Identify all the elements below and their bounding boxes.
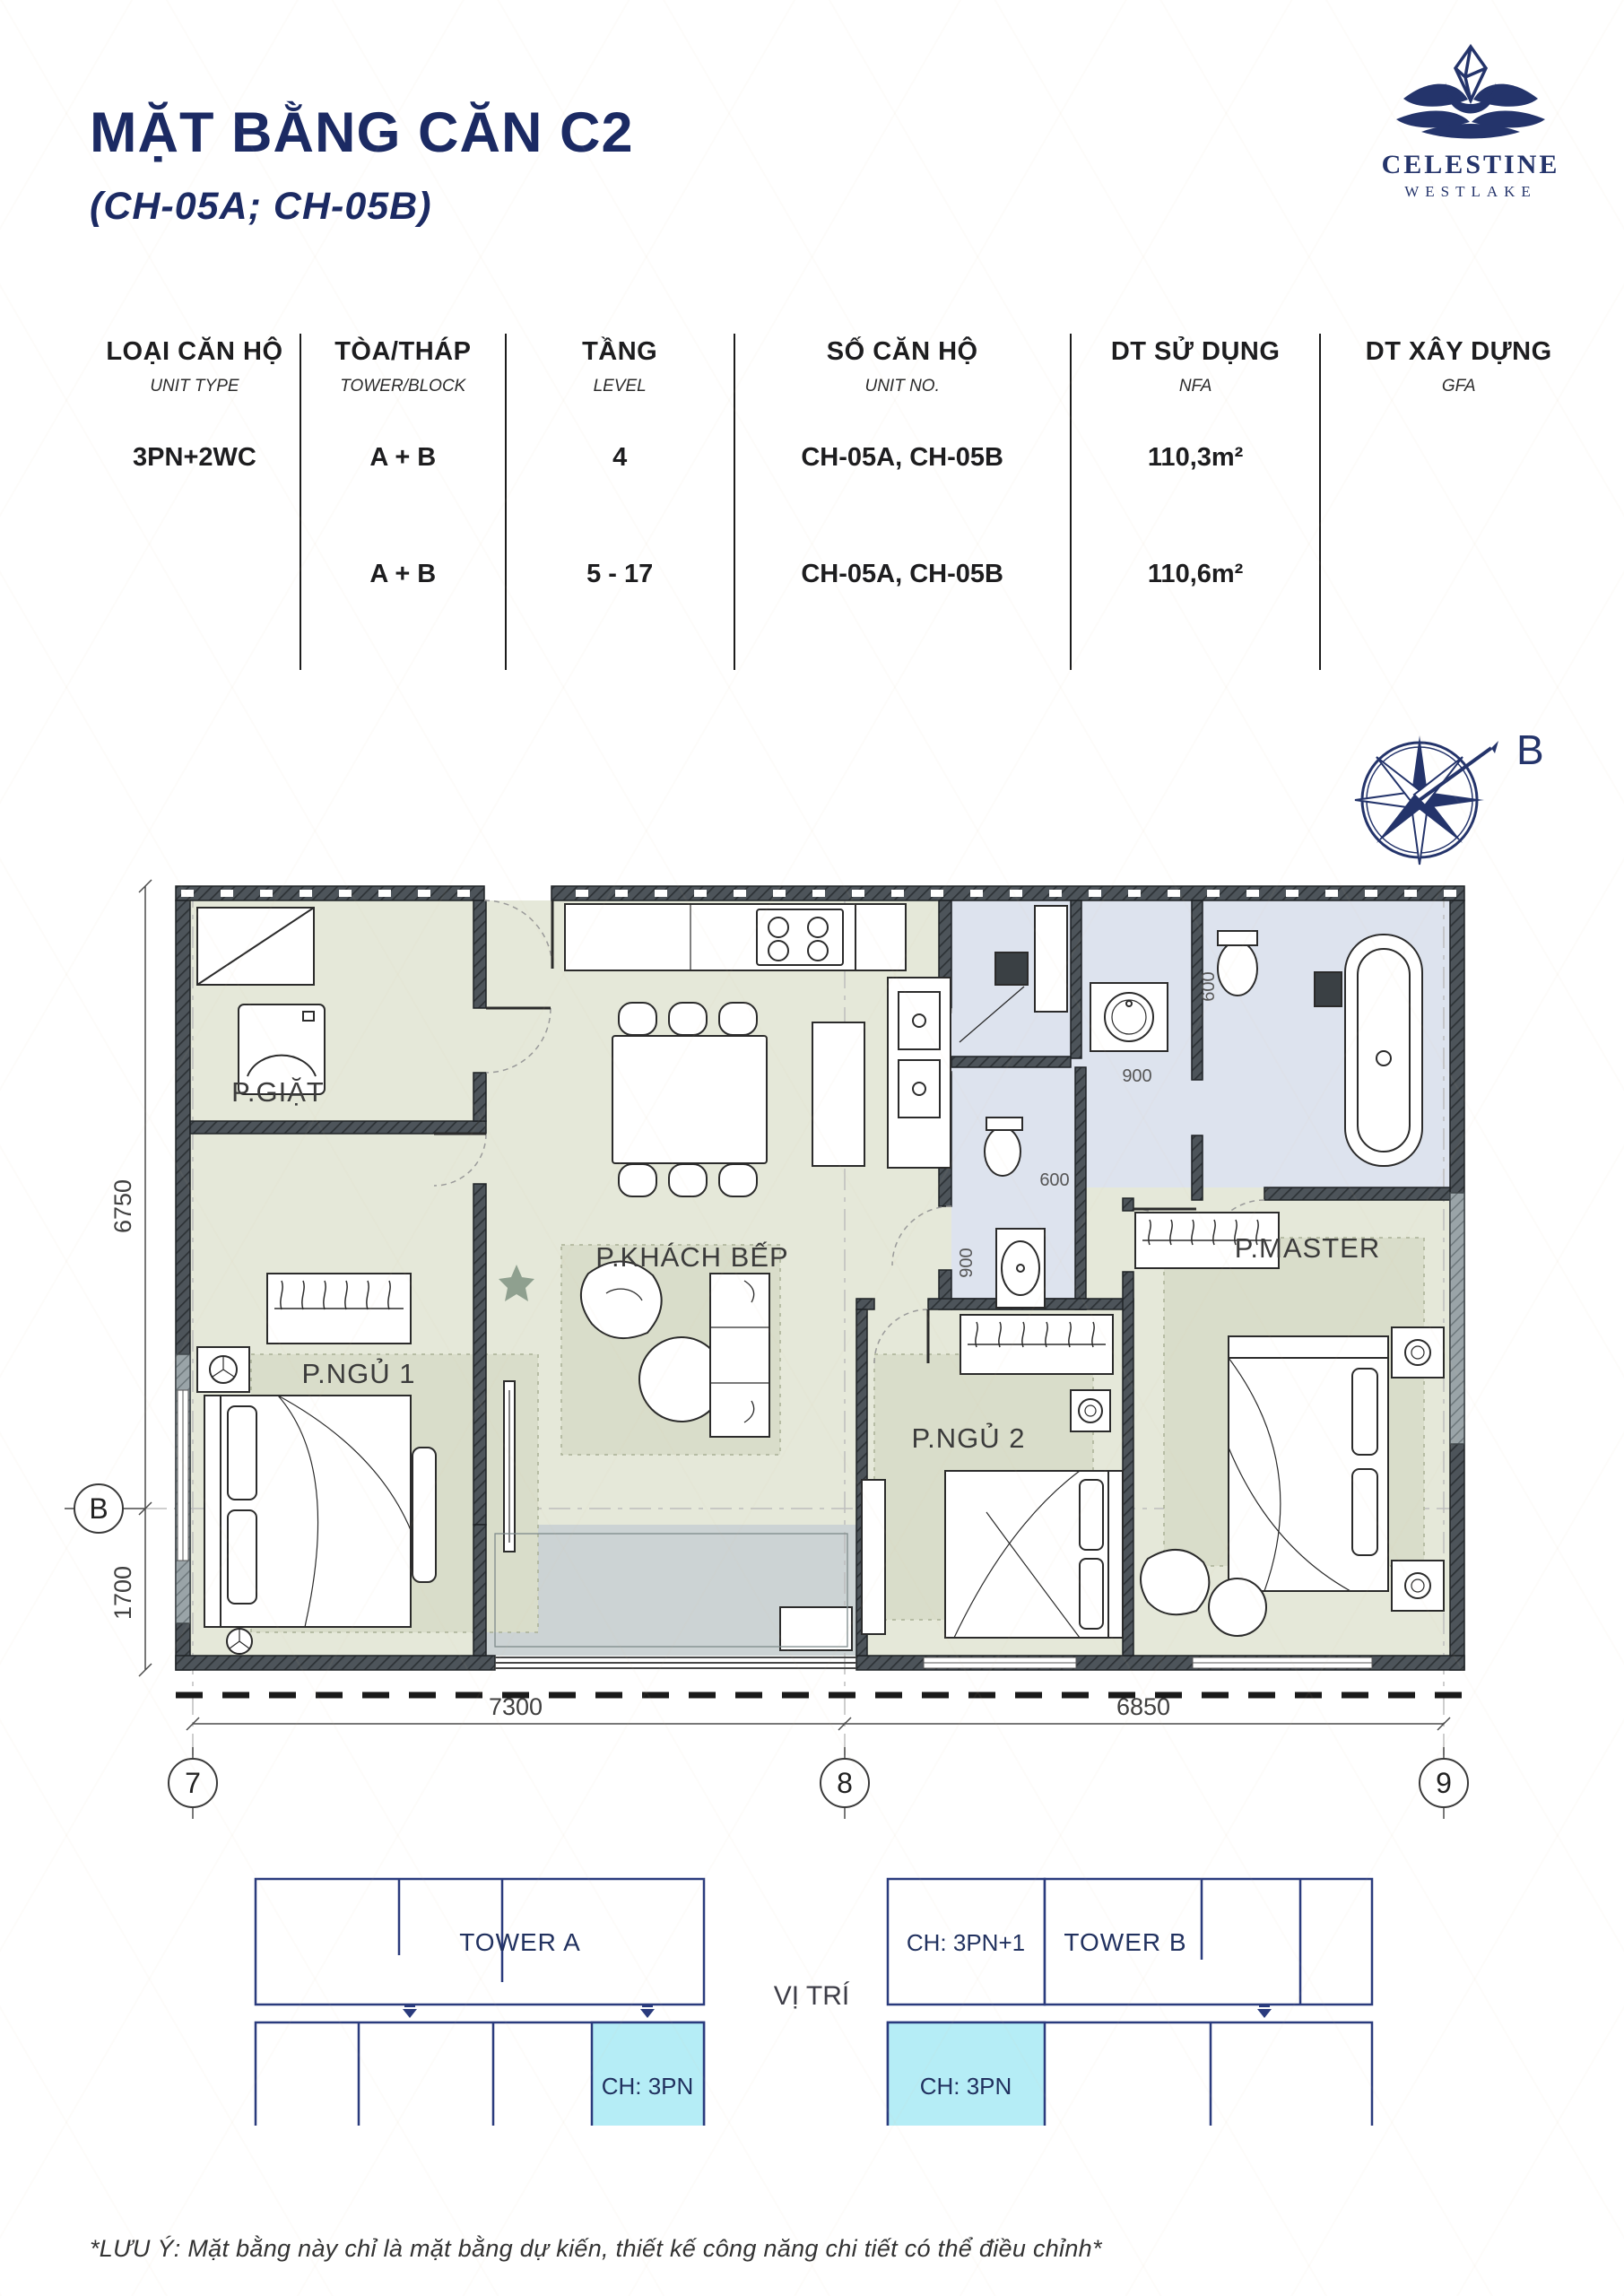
room-label-bed2: P.NGỦ 2: [911, 1422, 1026, 1454]
column-header: DT SỬ DỤNG: [1110, 337, 1281, 366]
brand-subname: WESTLAKE: [1404, 183, 1537, 200]
cell: 110,3m²: [1147, 443, 1244, 472]
page-title: MẶT BẰNG CĂN C2: [90, 101, 634, 164]
column-header: TẦNG: [582, 337, 658, 366]
lotus-logo-icon: [1394, 43, 1547, 144]
column-subheader: TOWER/BLOCK: [340, 377, 466, 396]
brand-name: CELESTINE: [1381, 150, 1560, 179]
dim-7300: 7300: [488, 1693, 543, 1720]
site-location-diagrams: [224, 1857, 1408, 2130]
grid-bubble-8: 8: [837, 1767, 853, 1799]
unit-spec-table: [90, 334, 1596, 674]
tower-b-label: TOWER B: [1064, 1928, 1187, 1956]
floorplan: [63, 852, 1578, 1861]
column-subheader: UNIT NO.: [864, 377, 940, 396]
column-subheader: UNIT TYPE: [150, 377, 239, 396]
dim-1700: 1700: [109, 1565, 136, 1621]
tower-b-corridor-arrows: [1257, 2004, 1272, 2018]
column-header: DT XÂY DỰNG: [1365, 337, 1552, 366]
column-subheader: LEVEL: [593, 377, 647, 396]
cell: 3PN+2WC: [133, 443, 256, 472]
page-subtitle: (CH-05A; CH-05B): [90, 185, 432, 228]
grid-bubble-7: 7: [185, 1767, 201, 1799]
tower-a-corridor-arrows: [403, 2004, 655, 2018]
dim-900-top: 900: [1122, 1066, 1152, 1086]
room-label-laundry: P.GIẶT: [231, 1076, 325, 1108]
room-label-bed1: P.NGỦ 1: [301, 1358, 416, 1389]
table-column: [507, 334, 735, 670]
room-label-master: P.MASTER: [1234, 1232, 1381, 1264]
compass-north-label: B: [1516, 726, 1544, 773]
table-column: [1321, 334, 1596, 670]
grid-bubble-B: B: [89, 1492, 109, 1525]
column-header: TÒA/THÁP: [334, 337, 472, 366]
column-header: SỐ CĂN HỘ: [826, 337, 978, 366]
cell: 5 - 17: [586, 560, 654, 588]
column-subheader: GFA: [1441, 377, 1476, 396]
dim-600-mid: 600: [1039, 1170, 1070, 1190]
dim-6750: 6750: [109, 1178, 136, 1234]
table-column: [90, 334, 301, 670]
column-header: LOẠI CĂN HỘ: [106, 337, 283, 366]
brand-logo: [1379, 43, 1562, 201]
compass-star-icon: [1355, 735, 1498, 865]
column-subheader: NFA: [1178, 377, 1212, 396]
tower-b-unit-label: CH: 3PN: [919, 2073, 1012, 2100]
tower-a-label: TOWER A: [459, 1928, 581, 1956]
table-column: [1072, 334, 1322, 670]
cell: 4: [612, 443, 628, 472]
table-column: [301, 334, 507, 670]
cell: CH-05A, CH-05B: [801, 443, 1003, 472]
dim-900-low: 900: [957, 1248, 977, 1278]
dim-6850: 6850: [1116, 1693, 1171, 1720]
cell: A + B: [369, 560, 437, 588]
grid-bubble-9: 9: [1436, 1767, 1452, 1799]
room-label-living: P.KHÁCH BẾP: [595, 1241, 789, 1273]
tower-a-unit-label: CH: 3PN: [601, 2073, 694, 2100]
cell: CH-05A, CH-05B: [801, 560, 1003, 588]
cell: A + B: [369, 443, 437, 472]
cell: 110,6m²: [1147, 560, 1244, 588]
footer-note: *LƯU Ý: Mặt bằng này chỉ là mặt bằng dự kiến, thiết kế công năng chi tiết có thể điều chỉnh*: [90, 2235, 1102, 2262]
dim-600-top: 600: [1199, 971, 1219, 1002]
balcony-railing: [495, 1657, 856, 1668]
site-position-label: VỊ TRÍ: [773, 1981, 850, 2011]
table-column: [735, 334, 1072, 670]
tower-b-unit-top-label: CH: 3PN+1: [906, 1929, 1026, 1956]
